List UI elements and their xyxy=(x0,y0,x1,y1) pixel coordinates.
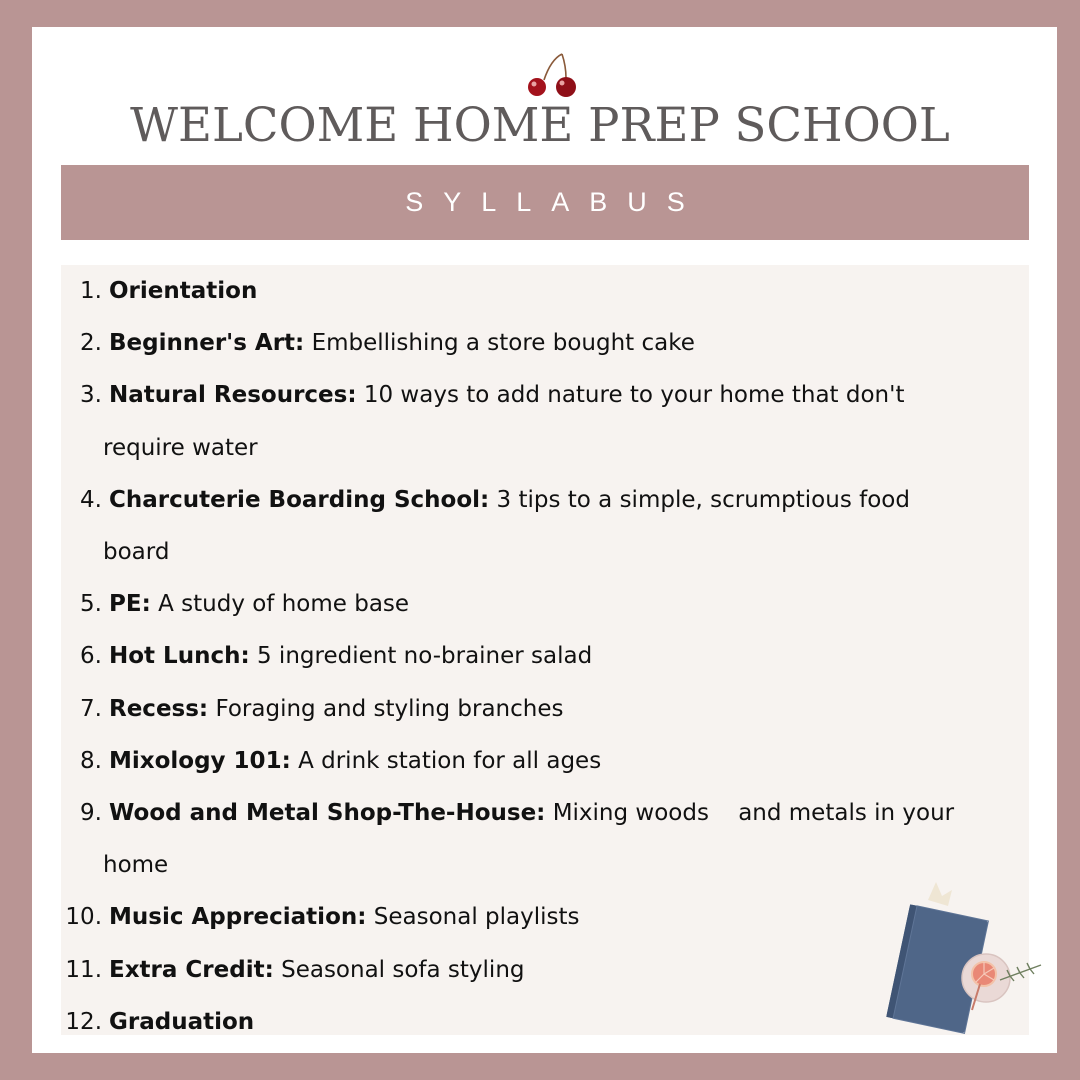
item-number: 7. xyxy=(80,695,102,722)
item-description: Embellishing a store bought cake xyxy=(311,330,695,357)
item-number: 12. xyxy=(65,1008,102,1035)
list-item xyxy=(61,630,1029,682)
cherries-icon xyxy=(522,52,582,98)
item-title: Charcuterie Boarding School: xyxy=(109,486,490,513)
item-description: Seasonal sofa styling xyxy=(281,956,525,983)
item-title: PE: xyxy=(109,591,151,618)
item-number: 3. xyxy=(80,382,102,409)
item-description: 3 tips to a simple, scrumptious food xyxy=(496,486,910,513)
item-number: 2. xyxy=(80,330,102,357)
item-number: 10. xyxy=(65,904,102,931)
book-and-drink-decoration xyxy=(876,880,1046,1050)
item-title: Recess: xyxy=(109,695,209,722)
item-description: Seasonal playlists xyxy=(373,904,580,931)
page-title: WELCOME HOME PREP SCHOOL xyxy=(130,98,950,153)
item-description: Mixing woods and metals in your xyxy=(552,800,955,827)
item-number: 8. xyxy=(80,747,102,774)
syllabus-banner xyxy=(61,165,1029,240)
list-item xyxy=(61,474,1029,578)
banner-label: SYLLABUS xyxy=(405,187,705,217)
item-title: Extra Credit: xyxy=(109,956,274,983)
item-description: A drink station for all ages xyxy=(298,747,602,774)
item-description: Foraging and styling branches xyxy=(215,695,564,722)
item-title: Hot Lunch: xyxy=(109,643,250,670)
item-title: Music Appreciation: xyxy=(109,904,367,931)
item-title: Mixology 101: xyxy=(109,747,291,774)
list-item xyxy=(61,265,1029,317)
item-description: 5 ingredient no-brainer salad xyxy=(256,643,593,670)
item-description-continued: board xyxy=(103,539,170,566)
item-title: Wood and Metal Shop-The-House: xyxy=(109,800,546,827)
item-number: 9. xyxy=(80,800,102,827)
list-item xyxy=(61,683,1029,735)
list-item xyxy=(61,735,1029,787)
item-description: A study of home base xyxy=(158,591,410,618)
item-number: 6. xyxy=(80,643,102,670)
item-description-continued: require water xyxy=(103,434,258,461)
item-number: 11. xyxy=(65,956,102,983)
item-number: 5. xyxy=(80,591,102,618)
item-number: 1. xyxy=(80,278,102,304)
list-item xyxy=(61,578,1029,630)
item-description: 10 ways to add nature to your home that don't xyxy=(363,382,905,409)
item-title: Graduation xyxy=(109,1008,255,1035)
list-item xyxy=(61,787,1029,891)
item-title: Orientation xyxy=(109,278,258,304)
item-title: Natural Resources: xyxy=(109,382,357,409)
item-number: 4. xyxy=(80,486,102,513)
item-title: Beginner's Art: xyxy=(109,330,305,357)
item-description-continued: home xyxy=(103,852,169,879)
list-item xyxy=(61,317,1029,369)
list-item xyxy=(61,369,1029,473)
